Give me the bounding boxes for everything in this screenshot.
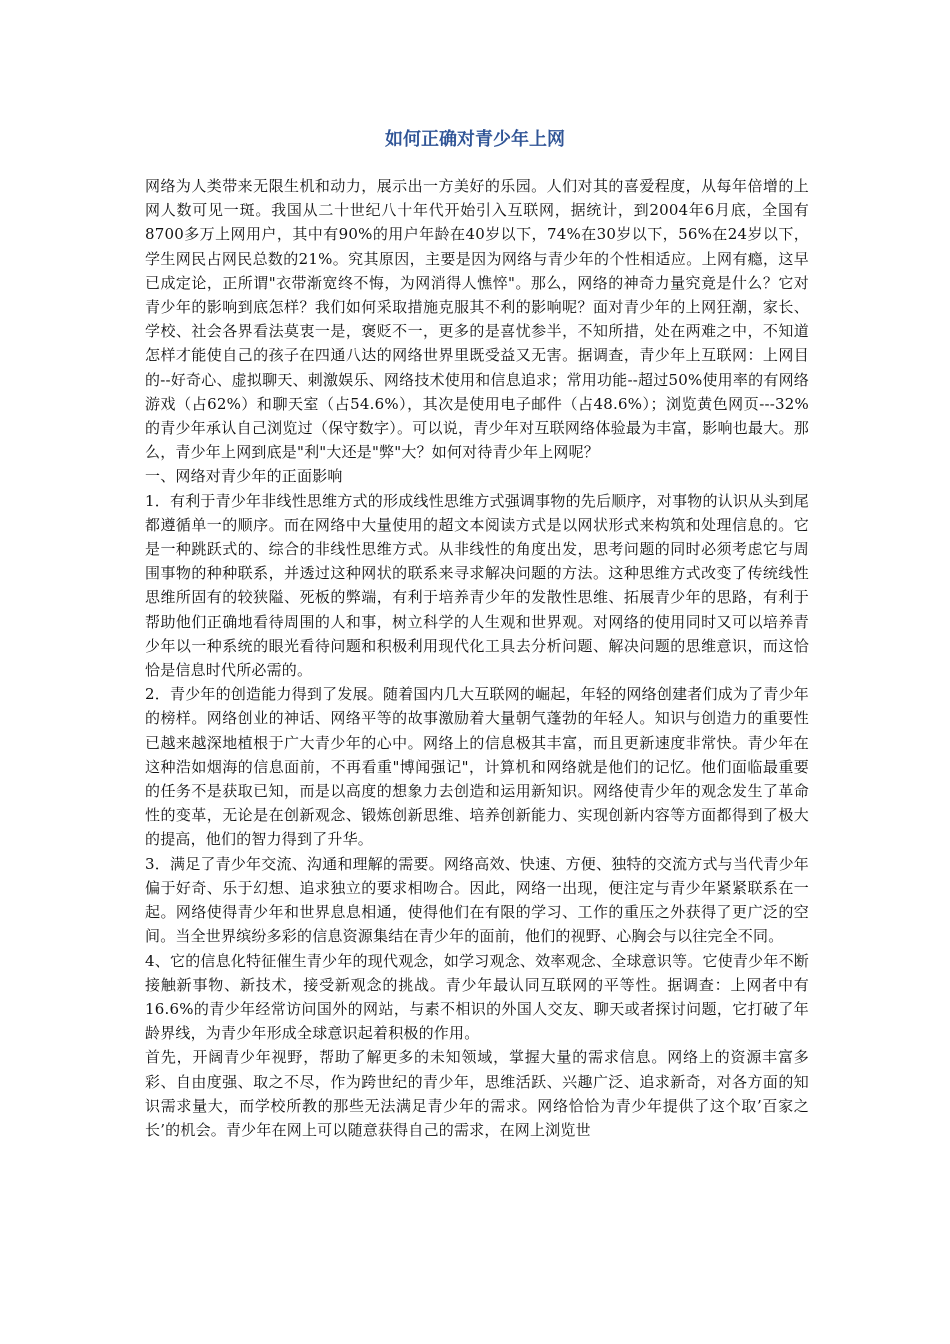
paragraph-point-2: 2．青少年的创造能力得到了发展。随着国内几大互联网的崛起，年轻的网络创建者们成为了青少年的榜样。网络创业的神话、网络平等的故事激励着大量朝气蓬勃的年轻人。知识与创造力的重要性已越来越深地植根于广大青少年的心中。网络上的信息极其丰富，而且更新速度非常快。青少年在这种浩如烟海的信息面前，不再看重"博闻强记"，计算机和网络就是他们的记忆。他们面临最重要的任务不是获取已知，而是以高度的想象力去创造和运用新知识。网络使青少年的观念发生了革命性的变革，无论是在创新观念、锻炼创新思维、培养创新能力、实现创新内容等方面都得到了极大的提高，他们的智力得到了升华。 <box>145 685 809 849</box>
document-body <box>145 174 809 1142</box>
paragraph-point-3: 3．满足了青少年交流、沟通和理解的需要。网络高效、快速、方便、独特的交流方式与当代青少年偏于好奇、乐于幻想、追求独立的要求相吻合。因此，网络一出现，便注定与青少年紧紧联系在一起。网络使得青少年和世界息息相通，使得他们在有限的学习、工作的重压之外获得了更广泛的空间。当全世界缤纷多彩的信息资源集结在青少年的面前，他们的视野、心胸会与以往完全不同。 <box>145 854 809 946</box>
document-title: 如何正确对青少年上网 <box>385 129 565 150</box>
paragraph-first: 首先，开阔青少年视野，帮助了解更多的未知领域，掌握大量的需求信息。网络上的资源丰富多彩、自由度强、取之不尽，作为跨世纪的青少年，思维活跃、兴趣广泛、追求新奇，对各方面的知识需求量大，而学校所教的那些无法满足青少年的需求。网络恰恰为青少年提供了这个取’百家之长’的机会。青少年在网上可以随意获得自己的需求，在网上浏览世 <box>145 1048 809 1139</box>
paragraph-point-4: 4、它的信息化特征催生青少年的现代观念，如学习观念、效率观念、全球意识等。它使青少年不断接触新事物、新技术，接受新观念的挑战。青少年最认同互联网的平等性。据调查：上网者中有16.6%的青少年经常访问国外的网站，与素不相识的外国人交友、聊天或者探讨问题，它打破了年龄界线，为青少年形成全球意识起着积极的作用。 <box>145 951 809 1043</box>
paragraph-intro: 网络为人类带来无限生机和动力，展示出一方美好的乐园。人们对其的喜爱程度，从每年倍增的上网人数可见一斑。我国从二十世纪八十年代开始引入互联网，据统计，到2004年6月底，全国有8700多万上网用户，其中有90%的用户年龄在40岁以下，74%在30岁以下，56%在24岁以下，学生网民占网民总数的21%。究其原因，主要是因为网络与青少年的个性相适应。上网有瘾，这早已成定论，正所谓"衣带渐宽终不悔，为网消得人憔悴"。那么，网络的神奇力量究竟是什么？它对青少年的影响到底怎样？我们如何采取措施克服其不利的影响呢？面对青少年的上网狂潮，家长、学校、社会各界看法莫衷一是，褒贬不一，更多的是喜忧参半，不知所措，处在两难之中，不知道怎样才能使自己的孩子在四通八达的网络世界里既受益又无害。据调查，青少年上互联网：上网目的--好奇心、虚拟聊天、刺激娱乐、网络技术使用和信息追求；常用功能--超过50%使用率的有网络游戏（占62%）和聊天室（占54.6%），其次是使用电子邮件（占48.6%）；浏览黄色网页---32%的青少年承认自己浏览过（保守数字）。可以说，青少年对互联网络体验最为丰富，影响也最大。那么，青少年上网到底是"利"大还是"弊"大？如何对待青少年上网呢？ <box>145 177 809 462</box>
paragraph-point-1: 1．有利于青少年非线性思维方式的形成线性思维方式强调事物的先后顺序，对事物的认识从头到尾都遵循单一的顺序。而在网络中大量使用的超文本阅读方式是以网状形式来构筑和处理信息的。它是一种跳跃式的、综合的非线性思维方式。从非线性的角度出发，思考问题的同时必须考虑它与周围事物的种种联系，并透过这种网状的联系来寻求解决问题的方法。这种思维方式改变了传统线性思维所固有的较狭隘、死板的弊端，有利于培养青少年的发散性思维、拓展青少年的思路，有利于帮助他们正确地看待周围的人和事，树立科学的人生观和世界观。对网络的使用同时又可以培养青少年以一种系统的眼光看待问题和积极利用现代化工具去分析问题、解决问题的思维意识，而这恰恰是信息时代所必需的。 <box>145 491 809 680</box>
section-heading-positive-effects: 一、网络对青少年的正面影响 <box>145 467 343 486</box>
